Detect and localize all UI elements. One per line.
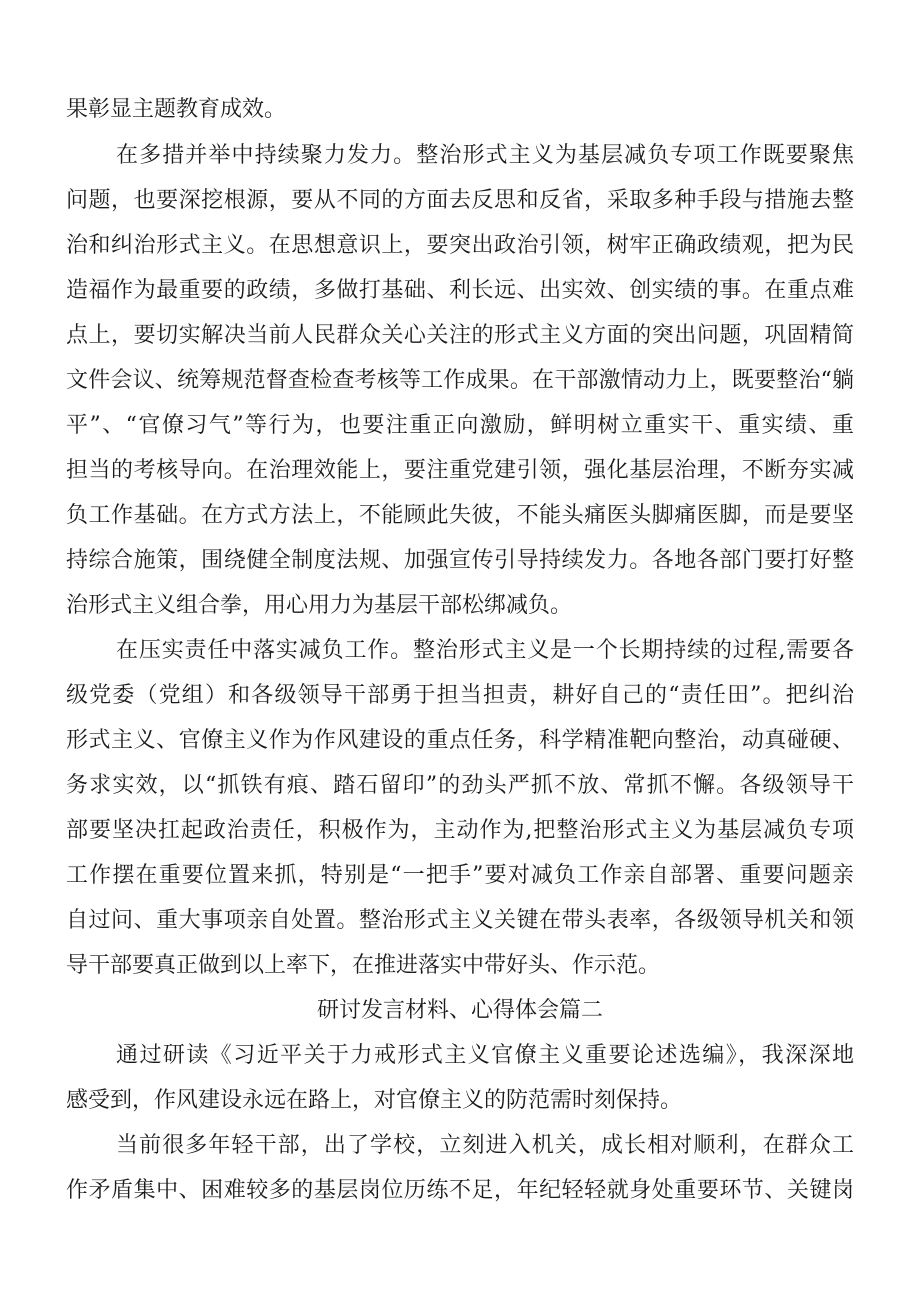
paragraph-first-line: 在压实责任中落实减负工作。整治形式主义是一个长期持续的过程,需要各 [116,638,854,663]
text-line: 造福作为最重要的政绩，多做打基础、利长远、出实效、创实绩的事。在重点难 [66,278,854,303]
text-line: 感受到，作风建设永远在路上，对官僚主义的防范需时刻保持。 [66,1088,683,1113]
text-line: 文件会议、统筹规范督查检查考核等工作成果。在干部激情动力上，既要整治“躺 [66,368,854,393]
text-line: 工作摆在重要位置来抓，特别是“一把手”要对减负工作亲自部署、重要问题亲 [66,863,854,888]
paragraph-first-line: 通过研读《习近平关于力戒形式主义官僚主义重要论述选编》，我深深地 [116,1043,854,1068]
text-line: 务求实效，以“抓铁有痕、踏石留印”的劲头严抓不放、常抓不懈。各级领导干 [66,773,854,798]
paragraph-first-line: 当前很多年轻干部，出了学校，立刻进入机关，成长相对顺利，在群众工 [116,1133,854,1158]
text-line: 负工作基础。在方式方法上，不能顾此失彼，不能头痛医头脚痛医脚，而是要坚 [66,503,854,528]
text-line: 部要坚决扛起政治责任，积极作为，主动作为,把整治形式主义为基层减负专项 [66,818,854,843]
text-line: 级党委（党组）和各级领导干部勇于担当担责，耕好自己的“责任田”。把纠治 [66,683,854,708]
text-line: 担当的考核导向。在治理效能上，要注重党建引领，强化基层治理，不断夯实减 [66,458,854,483]
text-line: 自过问、重大事项亲自处置。整治形式主义关键在带头表率，各级领导机关和领 [66,908,854,933]
text-line: 形式主义、官僚主义作为作风建设的重点任务，科学精准靶向整治，动真碰硬、 [66,728,854,753]
section-heading: 研讨发言材料、心得体会篇二 [316,998,603,1023]
paragraph-first-line: 在多措并举中持续聚力发力。整治形式主义为基层减负专项工作既要聚焦 [116,143,854,168]
text-line: 作矛盾集中、困难较多的基层岗位历练不足，年纪轻轻就身处重要环节、关键岗 [66,1178,854,1203]
text-line: 点上，要切实解决当前人民群众关心关注的形式主义方面的突出问题，巩固精简 [66,323,854,348]
text-line: 导干部要真正做到以上率下，在推进落实中带好头、作示范。 [66,953,661,978]
text-line: 治形式主义组合拳，用心用力为基层干部松绑减负。 [66,593,573,618]
text-line: 果彰显主题教育成效。 [66,97,287,122]
text-line: 问题，也要深挖根源，要从不同的方面去反思和反省，采取多种手段与措施去整 [66,188,854,213]
text-line: 平”、“官僚习气”等行为，也要注重正向激励，鲜明树立重实干、重实绩、重 [66,413,854,438]
text-line: 治和纠治形式主义。在思想意识上，要突出政治引领，树牢正确政绩观，把为民 [66,233,854,258]
text-line: 持综合施策，围绕健全制度法规、加强宣传引导持续发力。各地各部门要打好整 [66,548,854,573]
